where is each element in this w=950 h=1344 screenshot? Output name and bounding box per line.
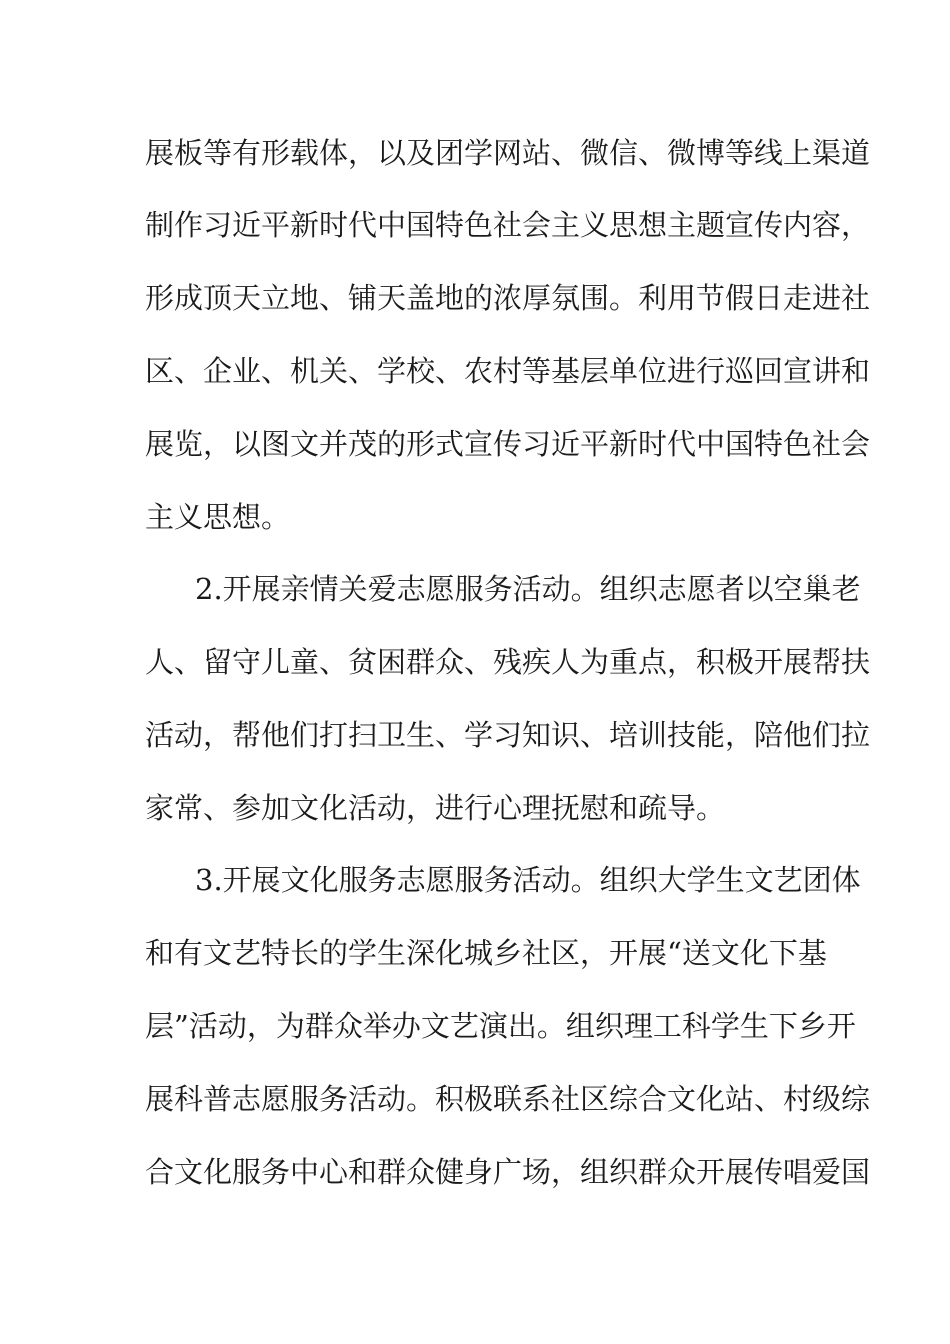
text-line-6: 主义思想。	[145, 500, 291, 534]
text-line-14: 展科普志愿服务活动。积极联系社区综合文化站、村级综	[145, 1082, 871, 1116]
paragraph-3-first-line: 3.开展文化服务志愿服务活动。组织大学生文艺团体	[195, 863, 861, 897]
text-line-8: 人、留守儿童、贫困群众、残疾人为重点，积极开展帮扶	[145, 645, 871, 679]
text-line-13: 层”活动，为群众举办文艺演出。组织理工科学生下乡开	[145, 1009, 856, 1043]
text-line-3: 形成顶天立地、铺天盖地的浓厚氛围。利用节假日走进社	[145, 281, 871, 315]
text-line-10: 家常、参加文化活动，进行心理抚慰和疏导。	[145, 791, 726, 825]
paragraph-2-first-line: 2.开展亲情关爱志愿服务活动。组织志愿者以空巢老	[195, 572, 861, 606]
text-line-2: 制作习近平新时代中国特色社会主义思想主题宣传内容，	[145, 208, 871, 242]
text-line-12: 和有文艺特长的学生深化城乡社区，开展“送文化下基	[145, 936, 827, 970]
text-line-9: 活动，帮他们打扫卫生、学习知识、培训技能，陪他们拉	[145, 718, 871, 752]
text-line-5: 展览，以图文并茂的形式宣传习近平新时代中国特色社会	[145, 427, 871, 461]
text-line-4: 区、企业、机关、学校、农村等基层单位进行巡回宣讲和	[145, 354, 871, 388]
text-line-15: 合文化服务中心和群众健身广场，组织群众开展传唱爱国	[145, 1155, 871, 1189]
text-line-1: 展板等有形载体，以及团学网站、微信、微博等线上渠道	[145, 136, 871, 170]
